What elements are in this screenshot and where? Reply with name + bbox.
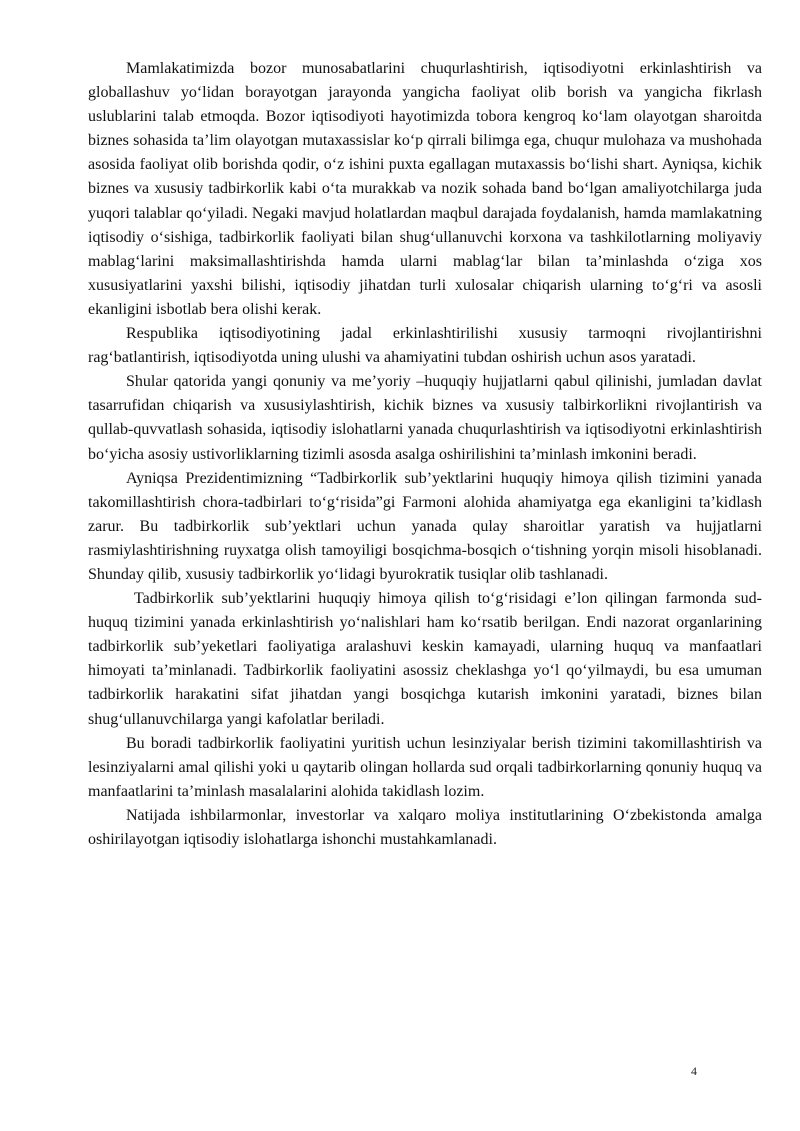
- paragraph-4: Ayniqsa Prezidentimizning “Tadbirkorlik sub’yektlarini huquqiy himoya qilish tizimini yanada takomillashtirish chora-tadbirlari to‘g‘risida”gi Farmoni alohida ahamiyatga ega ekanligini ta’kidlash zarur. Bu tadbirkorlik sub’yektlari uchun yanada qulay sharoitlar yaratish va hujjatlarni rasmiylashtirishning ruyxatga olish tamoyiligi bosqichma-bosqich o‘tishning yorqin misoli hisoblanadi. Shunday qilib, xususiy tadbirkorlik yo‘lidagi byurokratik tusiqlar olib tashlanadi.: [88, 469, 762, 583]
- paragraph-6: Bu boradi tadbirkorlik faoliyatini yuritish uchun lesinziyalar berish tizimini takomillashtirish va lesinziyalarni amal qilishi yoki u qaytarib olingan hollarda sud orqali tadbirkorlarning qonuniy huquq va manfaatlarini ta’minlash masalalarini alohida takidlash lozim.: [88, 734, 762, 800]
- page-number: 4: [691, 1064, 697, 1078]
- paragraph-1: Mamlakatimizda bozor munosabatlarini chuqurlashtirish, iqtisodiyotni erkinlashtirish va globallashuv yo‘lidan borayotgan jarayonda yangicha faoliyat olib borish va yangicha fikrlash uslublarini talab etmoqda. Bozor iqtisodiyoti hayotimizda tobora kengroq ko‘lam olayotgan sharoitda biznes sohasida ta’lim olayotgan mutaxassislar ko‘p qirrali bilimga ega, chuqur mulohaza va mushohada asosida faoliyat olib borishda qodir, o‘z ishini puxta egallagan mutaxassis bo‘lishi shart. Ayniqsa, kichik biznes va xususiy tadbirkorlik kabi o‘ta murakkab va nozik sohada band bo‘lgan amaliyotchilarga juda yuqori talablar qo‘yiladi. Negaki mavjud holatlardan maqbul darajada foydalanish, hamda mamlakatning iqtisodiy o‘sishiga, tadbirkorlik faoliyati bilan shug‘ullanuvchi korxona va tashkilotlarning moliyaviy mablag‘larini maksimallashtirishda hamda ularni mablag‘lar bilan ta’minlashda o‘ziga xos xususiyatlarini yaxshi bilishi, iqtisodiy jihatdan turli xulosalar chiqarish ularning to‘g‘ri va asosli ekanligini isbotlab bera olishi kerak.: [88, 60, 762, 318]
- document-body: [88, 57, 762, 852]
- paragraph-2: Respublika iqtisodiyotining jadal erkinlashtirilishi xususiy tarmoqni rivojlantirishni rag‘batlantirish, iqtisodiyotda uning ulushi va ahamiyatini tubdan oshirish uchun asos yaratadi.: [88, 325, 762, 367]
- paragraph-7: Natijada ishbilarmonlar, investorlar va xalqaro moliya institutlarining O‘zbekistonda amalga oshirilayotgan iqtisodiy islohatlarga ishonchi mustahkamlanadi.: [88, 806, 762, 848]
- paragraph-5: Tadbirkorlik sub’yektlarini huquqiy himoya qilish to‘g‘risidagi e’lon qilingan farmonda sud-huquq tizimini yanada erkinlashtirish yo‘nalishlari ham ko‘rsatib berilgan. Endi nazorat organlarining tadbirkorlik sub’yeketlari faoliyatiga aralashuvi keskin kamayadi, ularning huquq va manfaatlari himoyati ta’minlanadi. Tadbirkorlik faoliyatini asossiz cheklashga yo‘l qo‘yilmaydi, bu esa umuman tadbirkorlik harakatini sifat jihatdan yangi bosqichga kutarish imkonini yaratadi, biznes bilan shug‘ullanuvchilarga yangi kafolatlar beriladi.: [88, 590, 762, 728]
- paragraph-3: Shular qatorida yangi qonuniy va me’yoriy –huquqiy hujjatlarni qabul qilinishi, jumladan davlat tasarrufidan chiqarish va xususiylashtirish, kichik biznes va xususiy talbirkorlikni rivojlantirish va qullab-quvvatlash sohasida, iqtisodiy islohatlarni yanada chuqurlashtirish va iqtisodiyotni erkinlashtirish bo‘yicha asosiy ustivorliklarning tizimli asosda asalga oshirilishini ta’minlash imkonini beradi.: [88, 373, 762, 463]
